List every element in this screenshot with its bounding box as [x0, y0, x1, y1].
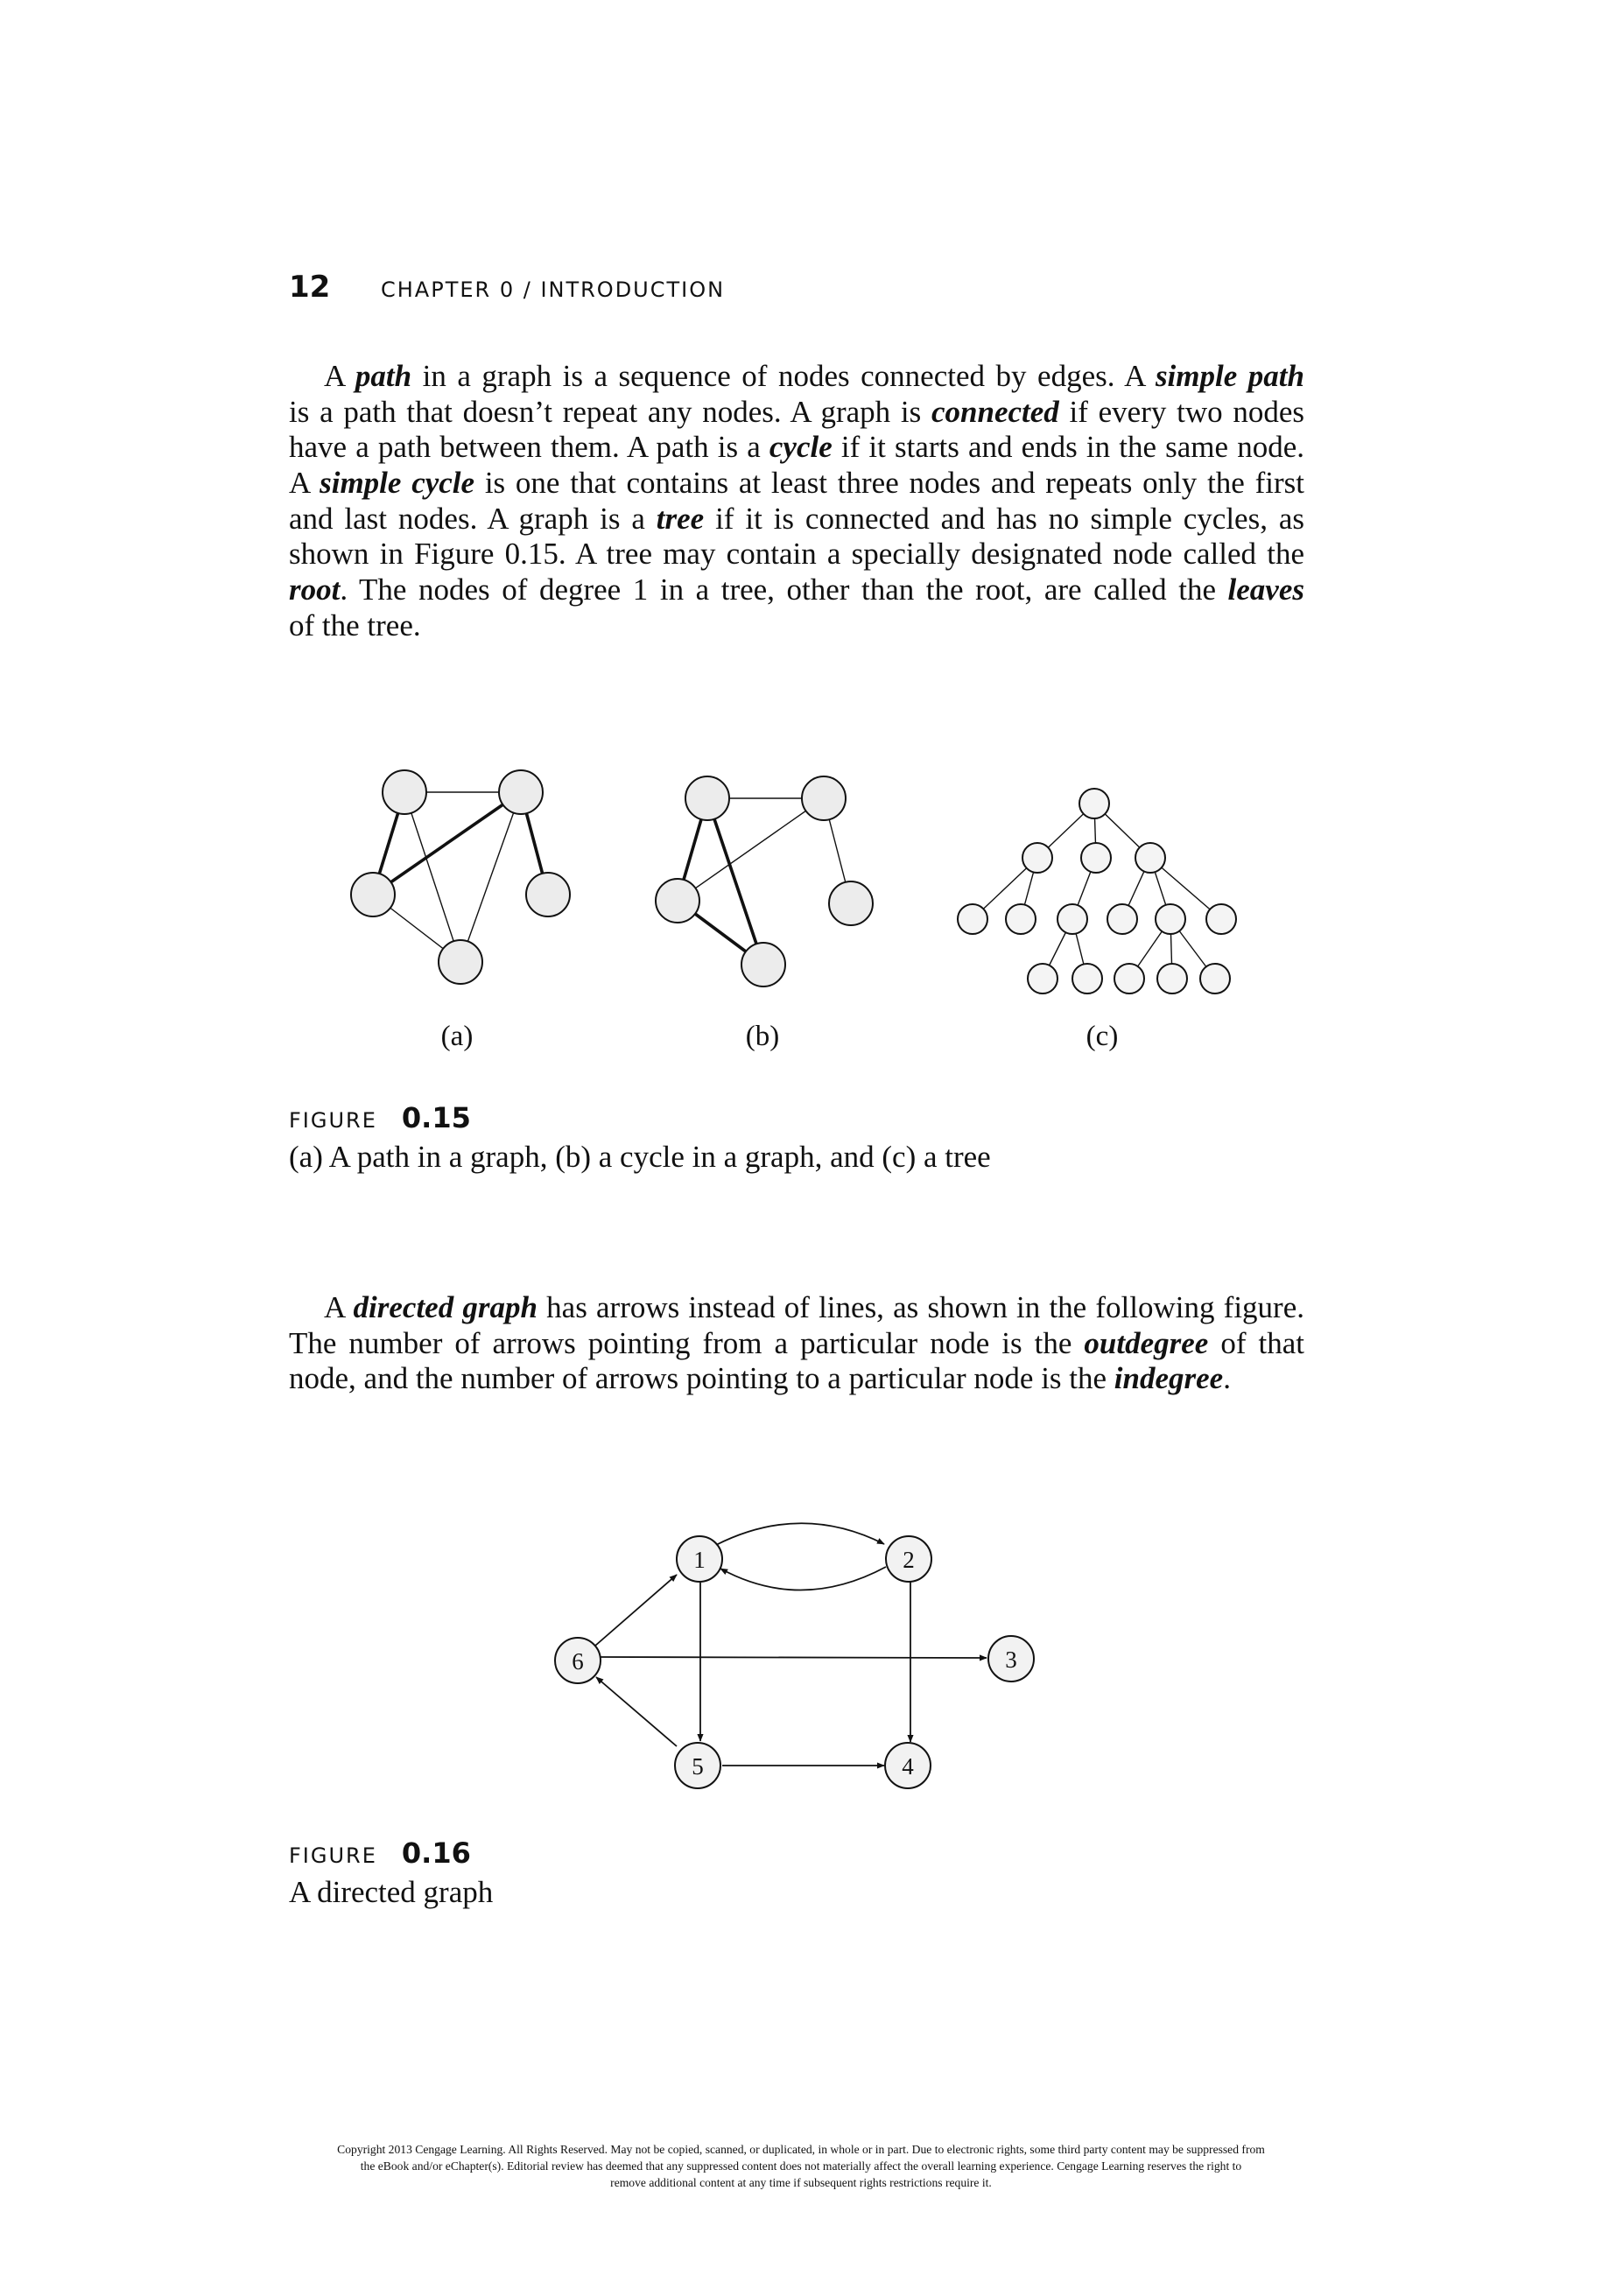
tree-c-edges — [973, 804, 1221, 979]
graph-b-node — [802, 776, 846, 820]
figure-0-15-caption: (a) A path in a graph, (b) a cycle in a graph, and (c) a tree — [289, 1140, 991, 1174]
graph-a-node — [499, 770, 543, 814]
tree-c-node — [1072, 964, 1102, 994]
node-label-3: 3 — [1005, 1647, 1017, 1673]
graph-a-edges — [373, 792, 548, 962]
text-line: A path in a graph is a sequence of nodes connected by edges. A simple path — [324, 359, 1304, 393]
text-line: root. The nodes of degree 1 in a tree, other than the root, are called the leaves — [289, 572, 1304, 607]
graph-b-node — [741, 943, 785, 987]
graph-b-edges — [678, 798, 851, 965]
term-path: path — [355, 359, 412, 393]
node-label-4: 4 — [902, 1753, 914, 1780]
figure-0-16-directed-graph — [0, 1488, 1602, 1812]
term-cycle: cycle — [769, 430, 833, 465]
tree-c-node — [1057, 904, 1087, 934]
term-tree: tree — [656, 501, 705, 536]
term-simple-path: simple path — [1155, 359, 1304, 393]
figure-0-15-graphs — [0, 0, 1602, 1050]
paragraph-directed-graph — [289, 1290, 1304, 1397]
tree-c-node — [1206, 904, 1236, 934]
sub-label-a: (a) — [440, 1021, 474, 1052]
text-line: node, and the number of arrows pointing to a particular node is the indegree. — [289, 1361, 1231, 1396]
tree-c-node — [1081, 843, 1111, 873]
graph-b-node — [656, 879, 699, 923]
figure-0-16-caption: A directed graph — [289, 1875, 494, 1909]
tree-c-node — [1028, 964, 1057, 994]
edge-6-to-1 — [595, 1575, 677, 1646]
term-indegree: indegree — [1114, 1361, 1224, 1396]
sub-label-b: (b) — [745, 1021, 780, 1052]
tree-c-node — [1107, 904, 1137, 934]
figure-0-15-label: FIGURE 0.15 — [289, 1101, 471, 1134]
node-label-2: 2 — [903, 1547, 915, 1573]
graph-a-node — [383, 770, 426, 814]
text-line: have a path between them. A path is a cycle if it starts and ends in the same node. — [289, 430, 1304, 465]
term-leaves: leaves — [1227, 572, 1304, 607]
figure-0-16-label: FIGURE 0.16 — [289, 1836, 471, 1870]
text-line: and last nodes. A graph is a tree if it is connected and has no simple cycles, as — [289, 501, 1304, 536]
sub-label-c: (c) — [1086, 1021, 1119, 1052]
edge-6-to-3 — [600, 1657, 987, 1658]
graph-b-node — [829, 881, 873, 925]
term-simple-cycle: simple cycle — [320, 466, 475, 501]
tree-c-node — [1006, 904, 1036, 934]
text-line: of the tree. — [289, 607, 421, 642]
tree-c-node — [1022, 843, 1052, 873]
edge-2-to-1 — [720, 1567, 886, 1590]
tree-c-node — [1200, 964, 1230, 994]
chapter-title: CHAPTER 0 / INTRODUCTION — [381, 277, 726, 302]
node-label-5: 5 — [692, 1753, 704, 1780]
text-line: The number of arrows pointing from a particular node is the outdegree of that — [289, 1325, 1304, 1360]
text-line: A simple cycle is one that contains at least three nodes and repeats only the first — [289, 466, 1304, 501]
graph-a-node — [526, 873, 570, 916]
edge-5-to-6 — [596, 1677, 677, 1746]
tree-c-node — [1114, 964, 1144, 994]
tree-c-node — [1135, 843, 1165, 873]
term-outdegree: outdegree — [1084, 1325, 1209, 1360]
node-label-6: 6 — [572, 1648, 584, 1675]
term-directed-graph: directed graph — [353, 1290, 538, 1324]
copyright-notice: Copyright 2013 Cengage Learning. All Rights Reserved. May not be copied, scanned, or duplicated, in whole or in part. Due to electronic rights, some third party content may be suppressed from the eBook and/or eChapter(s). Editorial review has deemed that any suppressed content does not materially affect the overall learning experience. Cengage Learning reserves the right to remove additional content at any time if subsequent rights restrictions require it. — [337, 2143, 1265, 2189]
tree-c-node — [1079, 789, 1109, 818]
node-label-1: 1 — [693, 1547, 706, 1573]
graph-a-node — [351, 873, 395, 916]
tree-c-node — [958, 904, 987, 934]
text-line: is a path that doesn’t repeat any nodes. A graph is connected if every two nodes — [289, 394, 1304, 429]
term-connected: connected — [931, 394, 1059, 429]
graph-b-node — [685, 776, 729, 820]
term-root: root — [289, 572, 341, 607]
tree-c-node — [1156, 904, 1185, 934]
page-number: 12 — [289, 270, 331, 305]
text-line: A directed graph has arrows instead of lines, as shown in the following figure. — [324, 1290, 1304, 1324]
text-line: shown in Figure 0.15. A tree may contain a specially designated node called the — [289, 537, 1304, 572]
tree-c-node — [1157, 964, 1187, 994]
edge-1-to-2 — [716, 1523, 884, 1545]
graph-a-node — [439, 940, 482, 984]
